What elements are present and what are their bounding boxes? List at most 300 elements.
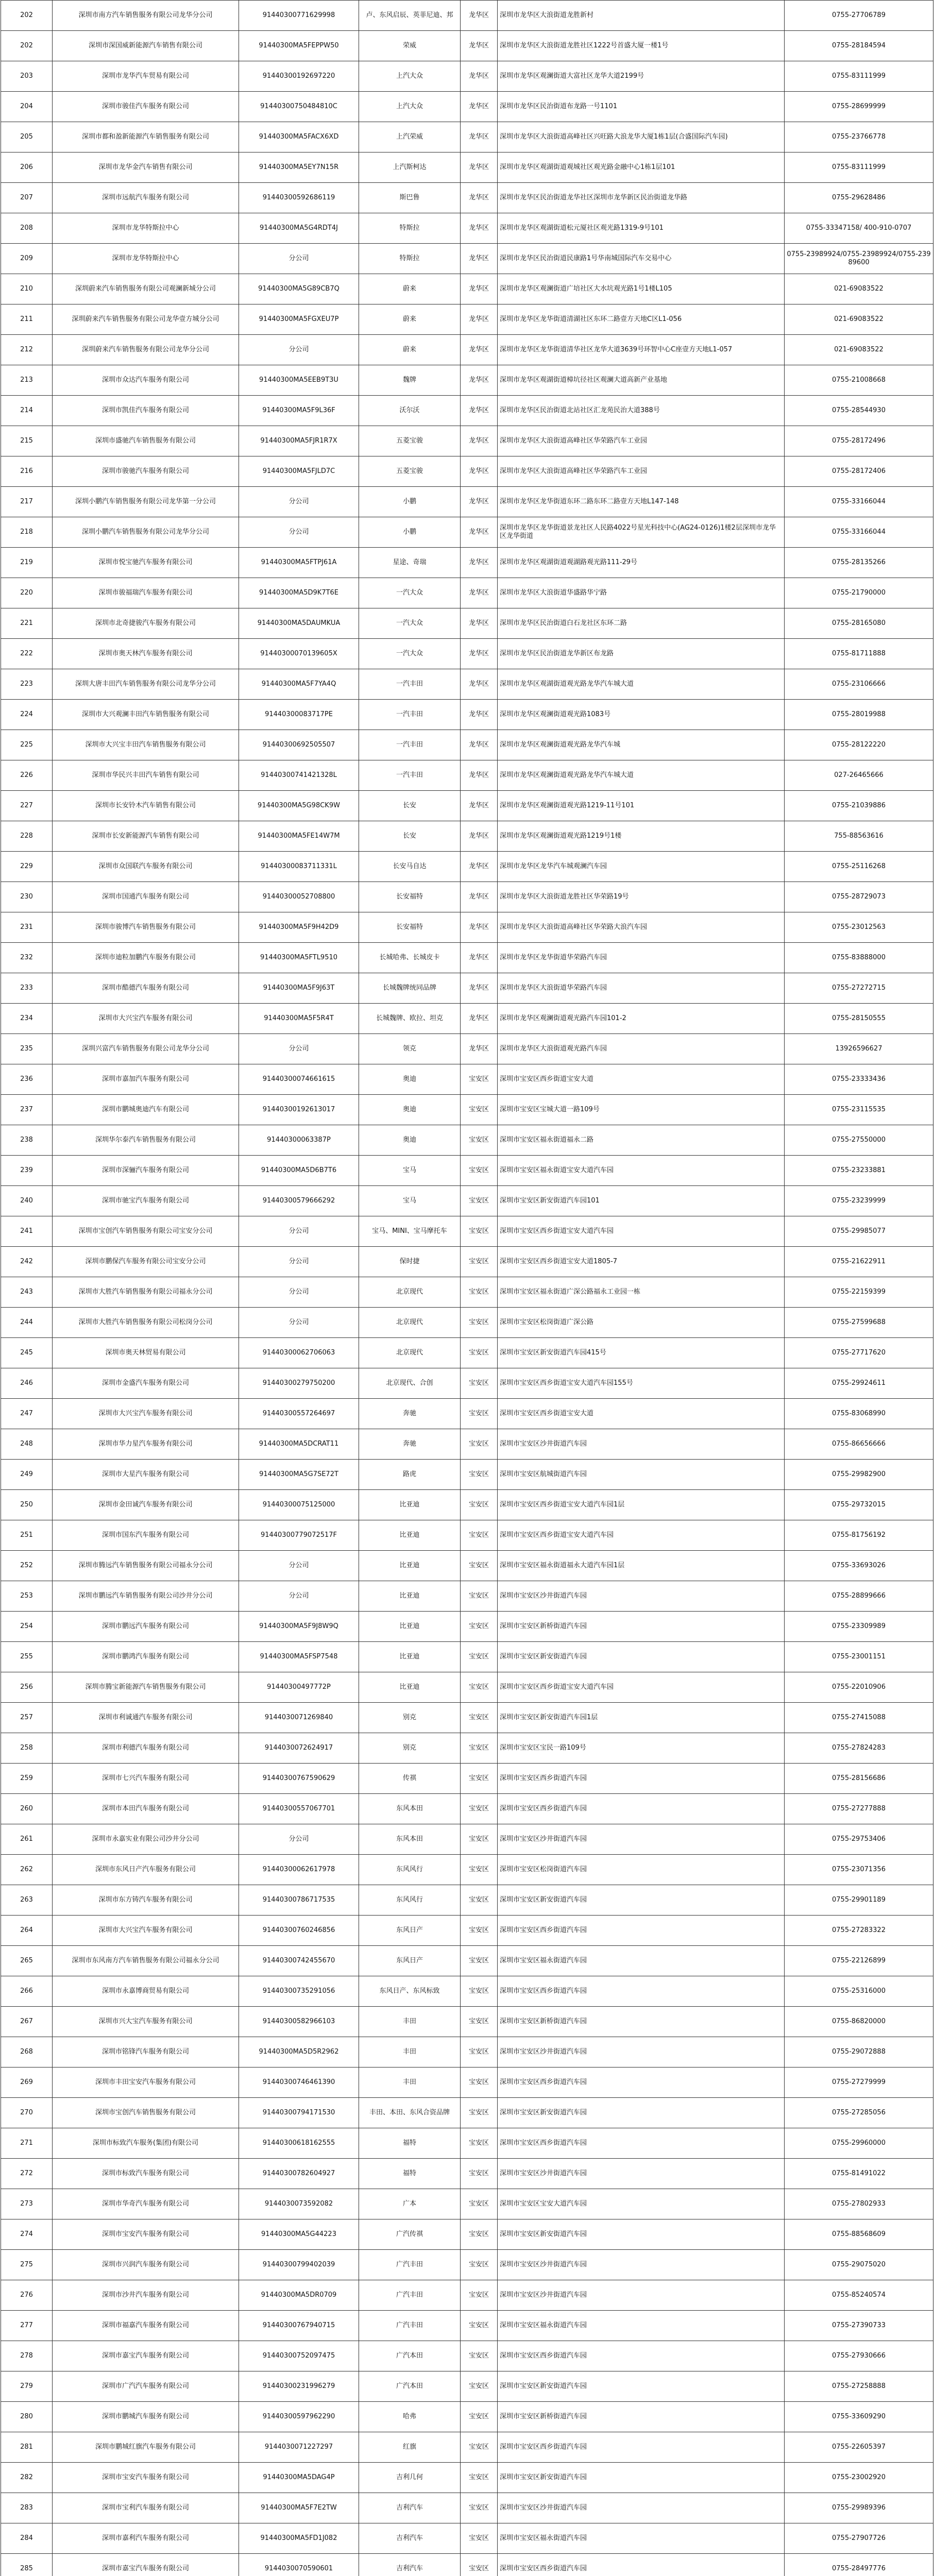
table-row: [1, 1004, 933, 1034]
cell-phone: 0755-23115535: [785, 1095, 933, 1125]
cell-district: 宝安区: [461, 1247, 498, 1277]
table-row: [1, 1186, 933, 1216]
cell-district: 龙华区: [461, 730, 498, 760]
cell-credit-code: 91440300767940715: [239, 2311, 359, 2341]
table-row: [1, 1216, 933, 1247]
cell-credit-code: 91440300279750200: [239, 1368, 359, 1399]
cell-district: 龙华区: [461, 183, 498, 213]
cell-address: 深圳市龙华区观澜街道大富社区龙华大道2199号: [498, 61, 785, 92]
cell-district: 宝安区: [461, 1186, 498, 1216]
cell-phone: 0755-27550000: [785, 1125, 933, 1156]
table-row: [1, 791, 933, 821]
cell-company-name: 深圳市东风日产汽车服务有限公司: [53, 1855, 239, 1885]
table-row: [1, 31, 933, 61]
cell-company-name: 深圳市大兴宝汽车服务有限公司: [53, 1916, 239, 1946]
cell-address: 深圳市宝安区福永街道汽车园: [498, 2311, 785, 2341]
cell-district: 宝安区: [461, 1277, 498, 1308]
cell-credit-code: 91440300MA5F9J63T: [239, 973, 359, 1004]
cell-phone: 13926596627: [785, 1034, 933, 1064]
cell-phone: 0755-29732015: [785, 1490, 933, 1520]
table-row: [1, 1885, 933, 1916]
cell-address: 深圳市龙华区民治街道龙华新区布龙路: [498, 639, 785, 669]
cell-row-number: 259: [1, 1764, 53, 1794]
table-row: [1, 1764, 933, 1794]
cell-company-name: 深圳市腾远汽车销售服务有限公司福永分公司: [53, 1551, 239, 1581]
cell-row-number: 263: [1, 1885, 53, 1916]
table-row: [1, 852, 933, 882]
cell-row-number: 267: [1, 2007, 53, 2037]
cell-company-name: 深圳市鹏城红旗汽车服务有限公司: [53, 2432, 239, 2463]
cell-row-number: 225: [1, 730, 53, 760]
cell-row-number: 252: [1, 1551, 53, 1581]
cell-row-number: 228: [1, 821, 53, 852]
cell-address: 深圳市宝安区沙井街道汽车园: [498, 2037, 785, 2067]
cell-company-name: 深圳市宝安汽车服务有限公司: [53, 2463, 239, 2493]
cell-address: 深圳市龙华区观湖街道观城社区观光路金融中心1栋1层101: [498, 152, 785, 183]
cell-company-name: 深圳市永嘉博商贸易有限公司: [53, 1976, 239, 2007]
cell-company-name: 深圳市嘉利汽车服务有限公司: [53, 2523, 239, 2554]
table-row: [1, 912, 933, 943]
cell-company-name: 深圳市凯佳汽车服务有限公司: [53, 396, 239, 426]
cell-district: 宝安区: [461, 1551, 498, 1581]
cell-row-number: 266: [1, 1976, 53, 2007]
cell-row-number: 210: [1, 274, 53, 304]
cell-address: 深圳市宝安区西乡街道汽车园: [498, 1764, 785, 1794]
cell-company-name: 深圳市奥天林贸易有限公司: [53, 1338, 239, 1368]
cell-phone: 0755-23002920: [785, 2463, 933, 2493]
cell-credit-code: 91440300MA5F7YA4Q: [239, 669, 359, 700]
cell-brand: 吉利汽车: [359, 2493, 461, 2523]
cell-brand: 奔驰: [359, 1399, 461, 1429]
cell-brand: 领克: [359, 1034, 461, 1064]
cell-company-name: 深圳大唐丰田汽车销售服务有限公司龙华分公司: [53, 669, 239, 700]
cell-company-name: 深圳市大胜汽车销售服务有限公司福永分公司: [53, 1277, 239, 1308]
table-row: [1, 821, 933, 852]
cell-district: 龙华区: [461, 213, 498, 244]
cell-brand: 东风本田: [359, 1794, 461, 1824]
cell-credit-code: 91440300779072517F: [239, 1520, 359, 1551]
cell-address: 深圳市宝安区西乡街道宝安大道汽车园1层: [498, 1490, 785, 1520]
cell-credit-code: 91440300742455670: [239, 1946, 359, 1976]
cell-phone: 0755-28019988: [785, 700, 933, 730]
cell-address: 深圳市宝安区西乡街道宝安大道汽车园155号: [498, 1368, 785, 1399]
cell-company-name: 深圳市宝安汽车服务有限公司: [53, 2219, 239, 2250]
cell-address: 深圳市龙华区龙华街道清华社区龙华大道3639号环智中心C座壹方天地L1-057: [498, 335, 785, 365]
cell-address: 深圳市宝安区西乡街道汽车园: [498, 2067, 785, 2098]
cell-phone: 0755-28150555: [785, 1004, 933, 1034]
cell-brand: 广汽本田: [359, 2341, 461, 2371]
cell-address: 深圳市宝安区西乡街道汽车园: [498, 2341, 785, 2371]
cell-district: 宝安区: [461, 1064, 498, 1095]
cell-district: 龙华区: [461, 791, 498, 821]
cell-district: 龙华区: [461, 639, 498, 669]
cell-phone: 0755-27279999: [785, 2067, 933, 2098]
cell-credit-code: 91440300MA5F7E2TW: [239, 2493, 359, 2523]
cell-brand: 长安马自达: [359, 852, 461, 882]
cell-credit-code: 91440300MA5FE14W7M: [239, 821, 359, 852]
cell-brand: 上汽大众: [359, 92, 461, 122]
cell-address: 深圳市宝安区西乡街道宝安大道: [498, 1064, 785, 1095]
cell-credit-code: 91440300MA5G7SE72T: [239, 1460, 359, 1490]
cell-company-name: 深圳小鹏汽车销售服务有限公司龙华第一分公司: [53, 487, 239, 517]
table-row: [1, 1976, 933, 2007]
cell-credit-code: 91440300MA5DCRAT11: [239, 1429, 359, 1460]
cell-district: 宝安区: [461, 1581, 498, 1612]
cell-district: 宝安区: [461, 2159, 498, 2189]
cell-company-name: 深圳市华民兴丰田汽车销售有限公司: [53, 760, 239, 791]
cell-phone: 0755-23233881: [785, 1156, 933, 1186]
table-row: [1, 1429, 933, 1460]
cell-address: 深圳市龙华区民治街道布龙路一号1101: [498, 92, 785, 122]
cell-company-name: 深圳市骏福瑞汽车服务有限公司: [53, 578, 239, 608]
cell-district: 宝安区: [461, 2432, 498, 2463]
cell-address: 深圳市宝安区西乡街道宝安大道: [498, 1399, 785, 1429]
cell-district: 龙华区: [461, 578, 498, 608]
cell-company-name: 深圳市嘉宝汽车服务有限公司: [53, 2341, 239, 2371]
cell-company-name: 深圳市腾宝新能源汽车销售服务有限公司: [53, 1672, 239, 1703]
table-row: [1, 2341, 933, 2371]
cell-address: 深圳市宝安区宝安大道汽车园: [498, 2189, 785, 2219]
cell-phone: 0755-83068990: [785, 1399, 933, 1429]
cell-phone: 0755-25316000: [785, 1976, 933, 2007]
cell-district: 龙华区: [461, 304, 498, 335]
table-row: [1, 1034, 933, 1064]
table-row: [1, 730, 933, 760]
cell-district: 宝安区: [461, 2523, 498, 2554]
cell-address: 深圳市宝安区西乡街道宝安大道汽车园: [498, 1216, 785, 1247]
cell-address: 深圳市龙华区龙华街道东环二路东环二路壹方天地L147-148: [498, 487, 785, 517]
cell-row-number: 242: [1, 1247, 53, 1277]
cell-phone: 0755-28497776: [785, 2554, 933, 2576]
cell-phone: 0755-27717620: [785, 1338, 933, 1368]
cell-credit-code: 分公司: [239, 1216, 359, 1247]
cell-district: 龙华区: [461, 335, 498, 365]
table-row: [1, 578, 933, 608]
cell-credit-code: 91440300618162555: [239, 2128, 359, 2159]
cell-brand: 长城魏牌统同品牌: [359, 973, 461, 1004]
cell-credit-code: 91440300592686119: [239, 183, 359, 213]
cell-phone: 0755-23989924/0755-23989924/0755-23989600: [785, 244, 933, 274]
table-row: [1, 152, 933, 183]
cell-company-name: 深圳市国通汽车服务有限公司: [53, 882, 239, 912]
cell-company-name: 深圳市奥天林汽车服务有限公司: [53, 639, 239, 669]
cell-credit-code: 分公司: [239, 1581, 359, 1612]
cell-credit-code: 91440300557067701: [239, 1794, 359, 1824]
cell-brand: 广本: [359, 2189, 461, 2219]
cell-address: 深圳市龙华区大浪街道龙胜新村: [498, 1, 785, 31]
cell-row-number: 234: [1, 1004, 53, 1034]
table-row: [1, 1916, 933, 1946]
table-row: [1, 639, 933, 669]
table-row: [1, 122, 933, 152]
cell-address: 深圳市宝安区西乡街道宝安大道1805-7: [498, 1247, 785, 1277]
cell-address: 深圳市宝安区新安街道汽车园: [498, 2371, 785, 2402]
cell-district: 宝安区: [461, 1642, 498, 1672]
cell-phone: 0755-25116268: [785, 852, 933, 882]
cell-brand: 五菱宝骏: [359, 426, 461, 456]
cell-phone: 0755-81711888: [785, 639, 933, 669]
table-row: [1, 943, 933, 973]
cell-credit-code: 91440300231996279: [239, 2371, 359, 2402]
table-row: [1, 456, 933, 487]
cell-district: 宝安区: [461, 1612, 498, 1642]
cell-district: 龙华区: [461, 487, 498, 517]
cell-brand: 荣威: [359, 31, 461, 61]
cell-address: 深圳市宝安区福永街道福永二路: [498, 1125, 785, 1156]
cell-company-name: 深圳市鹏远汽车销售服务有限公司沙井分公司: [53, 1581, 239, 1612]
table-row: [1, 760, 933, 791]
cell-row-number: 223: [1, 669, 53, 700]
cell-company-name: 深圳市兴大宝汽车服务有限公司: [53, 2007, 239, 2037]
table-row: [1, 2371, 933, 2402]
cell-credit-code: 91440300786717535: [239, 1885, 359, 1916]
table-row: [1, 2098, 933, 2128]
cell-district: 龙华区: [461, 760, 498, 791]
cell-phone: 0755-83888000: [785, 943, 933, 973]
cell-credit-code: 91440300070139605X: [239, 639, 359, 669]
cell-credit-code: 分公司: [239, 1308, 359, 1338]
cell-credit-code: 分公司: [239, 1247, 359, 1277]
cell-row-number: 204: [1, 92, 53, 122]
cell-credit-code: 91440300062706063: [239, 1338, 359, 1368]
cell-credit-code: 91440300735291056: [239, 1976, 359, 2007]
cell-brand: 福特: [359, 2128, 461, 2159]
cell-brand: 宝马: [359, 1156, 461, 1186]
cell-credit-code: 91440300MA5F9L36F: [239, 396, 359, 426]
cell-address: 深圳市宝安区新安街道汽车园415号: [498, 1338, 785, 1368]
cell-credit-code: 9144030071269840: [239, 1703, 359, 1733]
cell-district: 宝安区: [461, 2007, 498, 2037]
cell-company-name: 深圳蔚来汽车销售服务有限公司龙华壹方城分公司: [53, 304, 239, 335]
cell-address: 深圳市宝安区福永街道宝安大道汽车园: [498, 1156, 785, 1186]
cell-brand: 别克: [359, 1733, 461, 1764]
cell-phone: 021-69083522: [785, 335, 933, 365]
table-row: [1, 1703, 933, 1733]
cell-credit-code: 91440300MA5G89CB7Q: [239, 274, 359, 304]
cell-phone: 0755-29989396: [785, 2493, 933, 2523]
cell-phone: 755-88563616: [785, 821, 933, 852]
cell-company-name: 深圳市嘉加汽车服务有限公司: [53, 1064, 239, 1095]
cell-credit-code: 91440300760246856: [239, 1916, 359, 1946]
cell-district: 宝安区: [461, 1764, 498, 1794]
cell-phone: 0755-29924611: [785, 1368, 933, 1399]
cell-address: 深圳市龙华区观澜街道观光路龙华汽车城: [498, 730, 785, 760]
cell-district: 宝安区: [461, 2098, 498, 2128]
cell-company-name: 深圳市骏佳汽车服务有限公司: [53, 92, 239, 122]
cell-address: 深圳市宝安区福永街道福永大道汽车园1层: [498, 1551, 785, 1581]
cell-address: 深圳市宝安区沙井街道汽车园: [498, 1581, 785, 1612]
cell-phone: 0755-27258888: [785, 2371, 933, 2402]
table-row: [1, 1338, 933, 1368]
cell-brand: 福特: [359, 2159, 461, 2189]
table-row: [1, 2280, 933, 2311]
cell-phone: 0755-27272715: [785, 973, 933, 1004]
cell-row-number: 275: [1, 2250, 53, 2280]
cell-row-number: 269: [1, 2067, 53, 2098]
cell-brand: 一汽大众: [359, 639, 461, 669]
cell-address: 深圳市宝安区新桥街道汽车园: [498, 1612, 785, 1642]
cell-brand: 沃尔沃: [359, 396, 461, 426]
cell-address: 深圳市龙华区龙华汽车城观澜汽车园: [498, 852, 785, 882]
cell-brand: 蔚来: [359, 304, 461, 335]
cell-company-name: 深圳市标致汽车服务(集团)有限公司: [53, 2128, 239, 2159]
cell-phone: 0755-27907726: [785, 2523, 933, 2554]
table-row: [1, 2432, 933, 2463]
table-row: [1, 1612, 933, 1642]
cell-district: 龙华区: [461, 943, 498, 973]
cell-brand: 丰田、本田、东风合资品牌: [359, 2098, 461, 2128]
cell-brand: 长城魏牌、欧拉、坦克: [359, 1004, 461, 1034]
cell-credit-code: 91440300063387P: [239, 1125, 359, 1156]
cell-row-number: 239: [1, 1156, 53, 1186]
cell-credit-code: 91440300074661615: [239, 1064, 359, 1095]
cell-phone: 0755-81756192: [785, 1520, 933, 1551]
cell-row-number: 222: [1, 639, 53, 669]
dealer-table-body: [1, 1, 933, 2576]
cell-phone: 0755-22159399: [785, 1277, 933, 1308]
cell-district: 龙华区: [461, 396, 498, 426]
cell-company-name: 深圳市南方汽车销售服务有限公司龙华分公司: [53, 1, 239, 31]
cell-phone: 0755-29901189: [785, 1885, 933, 1916]
cell-row-number: 224: [1, 700, 53, 730]
cell-company-name: 深圳市鹏鸿汽车服务有限公司: [53, 1642, 239, 1672]
cell-brand: 特斯拉: [359, 213, 461, 244]
cell-address: 深圳市龙华区民治街道龙华社区深圳市龙华新区民治街道龙华路: [498, 183, 785, 213]
cell-row-number: 258: [1, 1733, 53, 1764]
cell-phone: 0755-28729073: [785, 882, 933, 912]
table-row: [1, 2159, 933, 2189]
cell-row-number: 262: [1, 1855, 53, 1885]
cell-row-number: 260: [1, 1794, 53, 1824]
cell-address: 深圳市龙华区大浪街道华盛路华宁路: [498, 578, 785, 608]
cell-brand: 一汽大众: [359, 578, 461, 608]
cell-company-name: 深圳市大兴宝丰田汽车销售服务有限公司: [53, 730, 239, 760]
table-row: [1, 1247, 933, 1277]
table-row: [1, 1125, 933, 1156]
table-row: [1, 426, 933, 456]
cell-phone: 0755-23239999: [785, 1186, 933, 1216]
cell-company-name: 深圳市悦宝驰汽车服务有限公司: [53, 548, 239, 578]
cell-phone: 027-26465666: [785, 760, 933, 791]
cell-brand: 东风本田: [359, 1824, 461, 1855]
cell-brand: 东风日产: [359, 1946, 461, 1976]
cell-phone: 0755-29075020: [785, 2250, 933, 2280]
cell-district: 宝安区: [461, 1733, 498, 1764]
cell-district: 宝安区: [461, 2128, 498, 2159]
cell-district: 宝安区: [461, 1824, 498, 1855]
cell-row-number: 236: [1, 1064, 53, 1095]
cell-row-number: 283: [1, 2493, 53, 2523]
cell-district: 宝安区: [461, 1095, 498, 1125]
cell-address: 深圳市宝安区新安街道汽车园: [498, 2098, 785, 2128]
cell-phone: 0755-27706789: [785, 1, 933, 31]
cell-company-name: 深圳市大兴宝汽车服务有限公司: [53, 1004, 239, 1034]
table-row: [1, 517, 933, 548]
cell-address: 深圳市宝安区新安街道汽车园101: [498, 1186, 785, 1216]
cell-district: 龙华区: [461, 1004, 498, 1034]
cell-address: 深圳市宝安区沙井街道汽车园: [498, 2493, 785, 2523]
cell-company-name: 深圳市远航汽车服务有限公司: [53, 183, 239, 213]
cell-credit-code: 91440300752097475: [239, 2341, 359, 2371]
cell-district: 宝安区: [461, 1672, 498, 1703]
table-row: [1, 183, 933, 213]
cell-company-name: 深圳市宝创汽车销售服务有限公司: [53, 2098, 239, 2128]
cell-row-number: 230: [1, 882, 53, 912]
cell-credit-code: 91440300083717PE: [239, 700, 359, 730]
cell-district: 宝安区: [461, 1490, 498, 1520]
cell-credit-code: 91440300MA5FACX6XD: [239, 122, 359, 152]
cell-company-name: 深圳市盛驰汽车销售服务有限公司: [53, 426, 239, 456]
cell-brand: 丰田: [359, 2067, 461, 2098]
table-row: [1, 2128, 933, 2159]
cell-phone: 0755-27930666: [785, 2341, 933, 2371]
cell-phone: 0755-27599688: [785, 1308, 933, 1338]
cell-brand: 比亚迪: [359, 1551, 461, 1581]
cell-row-number: 271: [1, 2128, 53, 2159]
cell-row-number: 264: [1, 1916, 53, 1946]
cell-district: 宝安区: [461, 2554, 498, 2576]
cell-brand: 广汽丰田: [359, 2311, 461, 2341]
cell-address: 深圳市宝安区新桥街道汽车园: [498, 2402, 785, 2432]
cell-address: 深圳市宝安区西乡街道汽车园: [498, 2432, 785, 2463]
table-row: [1, 973, 933, 1004]
cell-brand: 小鹏: [359, 517, 461, 548]
cell-district: 龙华区: [461, 244, 498, 274]
cell-credit-code: 91440300MA5G98CK9W: [239, 791, 359, 821]
cell-brand: 比亚迪: [359, 1612, 461, 1642]
cell-row-number: 251: [1, 1520, 53, 1551]
cell-brand: 比亚迪: [359, 1520, 461, 1551]
table-row: [1, 1308, 933, 1338]
cell-row-number: 277: [1, 2311, 53, 2341]
cell-address: 深圳市宝安区沙井街道汽车园: [498, 2280, 785, 2311]
cell-brand: 东风风行: [359, 1885, 461, 1916]
cell-row-number: 280: [1, 2402, 53, 2432]
cell-credit-code: 91440300MA5FGXEU7P: [239, 304, 359, 335]
cell-credit-code: 91440300MA5FTPJ61A: [239, 548, 359, 578]
cell-district: 宝安区: [461, 1794, 498, 1824]
table-row: [1, 548, 933, 578]
cell-district: 宝安区: [461, 1429, 498, 1460]
table-row: [1, 487, 933, 517]
cell-district: 龙华区: [461, 912, 498, 943]
cell-address: 深圳市龙华区大浪街道高峰社区华荣路汽车工业园: [498, 456, 785, 487]
cell-brand: 上汽大众: [359, 61, 461, 92]
cell-company-name: 深圳市华力星汽车服务有限公司: [53, 1429, 239, 1460]
cell-address: 深圳市龙华区观澜街道观光路汽车园101-2: [498, 1004, 785, 1034]
cell-credit-code: 91440300075125000: [239, 1490, 359, 1520]
cell-district: 龙华区: [461, 31, 498, 61]
cell-credit-code: 91440300741421328L: [239, 760, 359, 791]
cell-row-number: 265: [1, 1946, 53, 1976]
cell-credit-code: 分公司: [239, 487, 359, 517]
cell-row-number: 235: [1, 1034, 53, 1064]
table-row: [1, 1368, 933, 1399]
cell-credit-code: 91440300MA5G4RDT4J: [239, 213, 359, 244]
table-row: [1, 2007, 933, 2037]
cell-company-name: 深圳市众国联汽车服务有限公司: [53, 852, 239, 882]
table-row: [1, 1460, 933, 1490]
cell-company-name: 深圳市金盛汽车服务有限公司: [53, 1368, 239, 1399]
cell-phone: 0755-29982900: [785, 1460, 933, 1490]
table-row: [1, 1095, 933, 1125]
cell-phone: 0755-23071356: [785, 1855, 933, 1885]
cell-phone: 0755-29072888: [785, 2037, 933, 2067]
cell-brand: 一汽丰田: [359, 669, 461, 700]
cell-address: 深圳市宝安区新安街道汽车园: [498, 1642, 785, 1672]
cell-row-number: 245: [1, 1338, 53, 1368]
cell-company-name: 深圳市深骊汽车服务有限公司: [53, 1156, 239, 1186]
